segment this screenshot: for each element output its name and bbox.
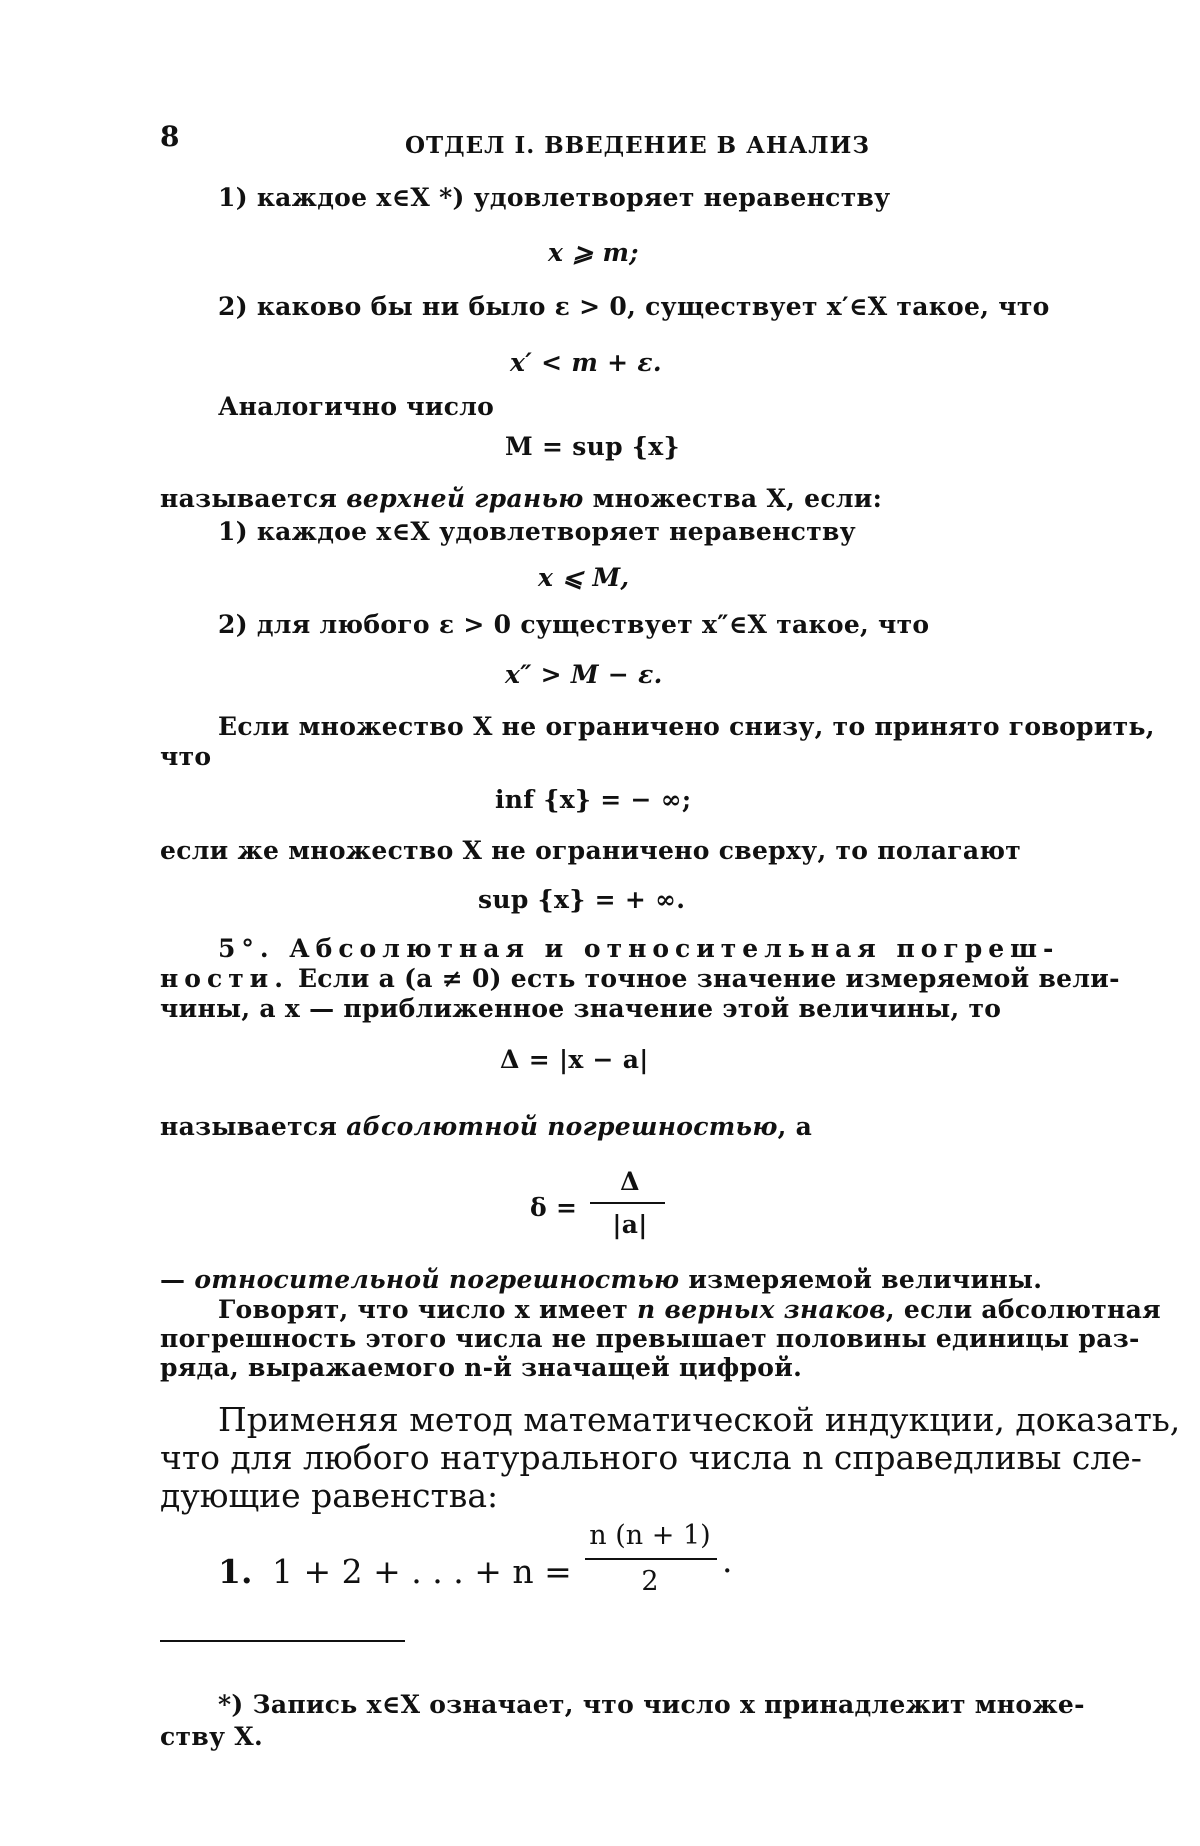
significant-digits-line-3: ряда, выражаемого n-й значащей цифрой. (160, 1353, 803, 1382)
section-5-heading-cont: ности. (160, 964, 289, 993)
relative-error-post: измеряемой величины. (679, 1265, 1043, 1294)
sup-called-post: множества X, если: (583, 484, 883, 513)
problem-text-line-2: что для любого натурального числа n справедливы сле- (160, 1438, 1142, 1477)
sup-called-pre: называется (160, 484, 347, 513)
unbounded-above-line: если же множество X не ограничено сверху, то полагают (160, 836, 1022, 865)
relative-error-line (160, 1265, 1042, 1294)
relative-error-dash: — (160, 1265, 195, 1294)
significant-digits-line-2: погрешность этого числа не превышает половины единицы раз- (160, 1324, 1140, 1353)
unbounded-below-line-2: что (160, 742, 212, 771)
problem-formula-end: . (722, 1541, 733, 1580)
significant-digits-term: n верных знаков (637, 1295, 886, 1324)
problem-number: 1. (218, 1552, 253, 1591)
problem-formula-numerator: n (n + 1) (589, 1520, 711, 1551)
section-5-heading: 5°. Абсолютная и относительная погреш- (218, 934, 1060, 963)
relative-error-term: относительной погрешностью (194, 1265, 680, 1294)
running-title: ОТДЕЛ I. ВВЕДЕНИЕ В АНАЛИЗ (405, 132, 870, 159)
relative-error-lhs: δ = (530, 1193, 578, 1222)
footnote-line-2: ству X. (160, 1722, 263, 1751)
section-5-line-1 (160, 964, 1120, 993)
significant-digits-post: , если абсолютная (885, 1295, 1161, 1324)
problem-formula-lhs: 1 + 2 + . . . + n = (272, 1552, 572, 1591)
inf-condition-2: 2) каково бы ни было ε > 0, существует x′∈X такое, что (218, 292, 1050, 321)
inf-inequality-2: x′ < m + ε. (510, 348, 662, 377)
sup-inequality-1: x ⩽ M, (538, 563, 630, 592)
inf-infinity-formula: inf {x} = − ∞; (495, 785, 692, 814)
problem-text-line-1: Применяя метод математической индукции, доказать, (218, 1400, 1181, 1439)
inf-condition-1: 1) каждое x∈X *) удовлетворяет неравенству (218, 183, 891, 212)
footnote-line-1: *) Запись x∈X означает, что число x принадлежит множе- (218, 1690, 1085, 1719)
sup-formula: M = sup {x} (505, 432, 680, 461)
sup-condition-2: 2) для любого ε > 0 существует x″∈X такое, что (218, 610, 930, 639)
sup-condition-1: 1) каждое x∈X удовлетворяет неравенству (218, 517, 856, 546)
sup-intro: Аналогично число (218, 392, 495, 421)
sup-inequality-2: x″ > M − ε. (505, 660, 663, 689)
section-5-line-1-rest: Если a (a ≠ 0) есть точное значение измеряемой вели- (288, 964, 1120, 993)
problem-text-line-3: дующие равенства: (160, 1476, 499, 1515)
absolute-error-post: , а (777, 1112, 813, 1141)
significant-digits-pre: Говорят, что число x имеет (218, 1295, 638, 1324)
problem-formula-denominator: 2 (641, 1566, 659, 1597)
absolute-error-formula: Δ = |x − a| (500, 1045, 649, 1074)
page-number: 8 (160, 120, 180, 153)
footnote-separator (160, 1640, 405, 1642)
relative-error-numerator: Δ (620, 1167, 640, 1196)
absolute-error-pre: называется (160, 1112, 347, 1141)
relative-error-denominator: |a| (612, 1210, 648, 1239)
sup-infinity-formula: sup {x} = + ∞. (478, 885, 686, 914)
sup-called-line (160, 484, 882, 513)
significant-digits-line-1 (218, 1295, 1161, 1324)
absolute-error-line (160, 1112, 812, 1141)
unbounded-below-line-1: Если множество X не ограничено снизу, то принято говорить, (218, 712, 1155, 741)
section-5-line-2: чины, а x — приближенное значение этой величины, то (160, 994, 1002, 1023)
problem-formula-fraction-bar (585, 1558, 717, 1560)
absolute-error-term: абсолютной погрешностью (346, 1112, 778, 1141)
sup-called-term: верхней гранью (346, 484, 584, 513)
inf-inequality-1: x ⩾ m; (548, 238, 639, 267)
relative-error-fraction-bar (590, 1202, 665, 1204)
